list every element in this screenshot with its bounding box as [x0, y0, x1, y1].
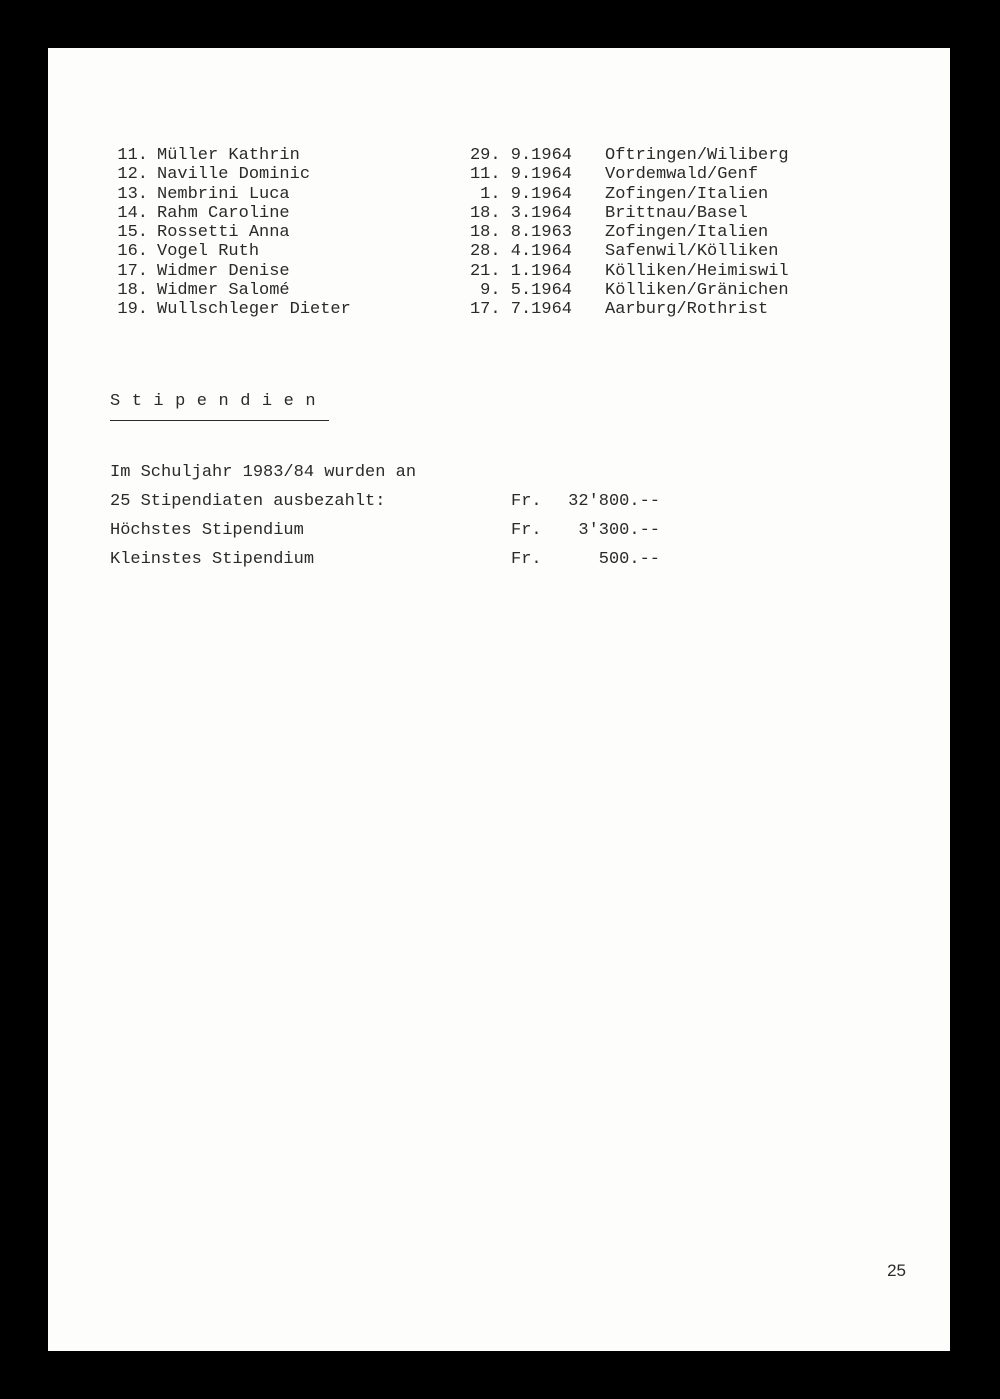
- entry-birthdate: 17. 7.1964: [469, 300, 572, 320]
- entry-birthdate: 1. 9.1964: [480, 184, 572, 204]
- summary-label: 25 Stipendiaten ausbezahlt:: [110, 492, 386, 511]
- page-number: 25: [887, 1261, 906, 1280]
- entry-place: Brittnau/Basel: [605, 203, 748, 223]
- summary-currency: Fr.: [511, 492, 542, 511]
- list-item: [110, 281, 870, 300]
- summary-currency: Fr.: [511, 521, 542, 540]
- entry-place: Safenwil/Kölliken: [605, 242, 779, 262]
- entry-birthdate: 11. 9.1964: [469, 165, 572, 185]
- summary-label: Kleinstes Stipendium: [110, 550, 315, 569]
- heading-underline: [110, 420, 329, 421]
- list-item: [110, 165, 870, 184]
- entry-number: 19.: [117, 300, 148, 320]
- entry-name: Nembrini Luca: [157, 184, 290, 204]
- entry-number: 17.: [117, 261, 148, 281]
- summary-row: [110, 545, 710, 574]
- entry-place: Kölliken/Gränichen: [605, 281, 789, 301]
- entry-name: Widmer Denise: [157, 261, 290, 281]
- entry-birthdate: 29. 9.1964: [469, 146, 572, 165]
- entry-place: Zofingen/Italien: [605, 223, 769, 243]
- entry-name: Naville Dominic: [157, 165, 311, 185]
- entry-number: 15.: [117, 223, 148, 243]
- summary-amount: 500.--: [598, 550, 660, 569]
- entry-place: Aarburg/Rothrist: [605, 300, 769, 320]
- entry-place: Zofingen/Italien: [605, 184, 769, 204]
- list-item: [110, 223, 870, 242]
- entry-name: Rossetti Anna: [157, 223, 290, 243]
- entry-birthdate: 28. 4.1964: [469, 242, 572, 262]
- entry-number: 16.: [117, 242, 148, 262]
- section-heading: Stipendien: [110, 392, 328, 411]
- summary-label: Im Schuljahr 1983/84 wurden an: [110, 463, 417, 482]
- entry-name: Rahm Caroline: [157, 203, 290, 223]
- entry-number: 14.: [117, 203, 148, 223]
- entry-birthdate: 18. 3.1964: [469, 203, 572, 223]
- summary-label: Höchstes Stipendium: [110, 521, 304, 540]
- entry-birthdate: 18. 8.1963: [469, 223, 572, 243]
- entry-name: Vogel Ruth: [157, 242, 260, 262]
- document-page: [48, 48, 950, 1351]
- entry-birthdate: 9. 5.1964: [480, 281, 572, 301]
- entry-number: 12.: [117, 165, 148, 185]
- entry-number: 18.: [117, 281, 148, 301]
- summary-row: [110, 458, 710, 487]
- summary-row: [110, 516, 710, 545]
- list-item: [110, 262, 870, 281]
- list-item: [110, 185, 870, 204]
- entry-name: Wullschleger Dieter: [157, 300, 351, 320]
- entry-number: 13.: [117, 184, 148, 204]
- entry-place: Vordemwald/Genf: [605, 165, 759, 185]
- list-item: [110, 146, 870, 165]
- stipendien-summary: [110, 458, 710, 574]
- summary-amount: 3'300.--: [578, 521, 660, 540]
- summary-currency: Fr.: [511, 550, 542, 569]
- entry-number: 11.: [117, 146, 148, 165]
- student-list: [110, 146, 870, 320]
- summary-amount: 32'800.--: [568, 492, 660, 511]
- entry-name: Müller Kathrin: [157, 146, 300, 165]
- summary-row: [110, 487, 710, 516]
- list-item: [110, 204, 870, 223]
- entry-name: Widmer Salomé: [157, 281, 290, 301]
- entry-birthdate: 21. 1.1964: [469, 261, 572, 281]
- list-item: [110, 242, 870, 261]
- entry-place: Oftringen/Wiliberg: [605, 146, 789, 165]
- entry-place: Kölliken/Heimiswil: [605, 261, 789, 281]
- list-item: [110, 300, 870, 319]
